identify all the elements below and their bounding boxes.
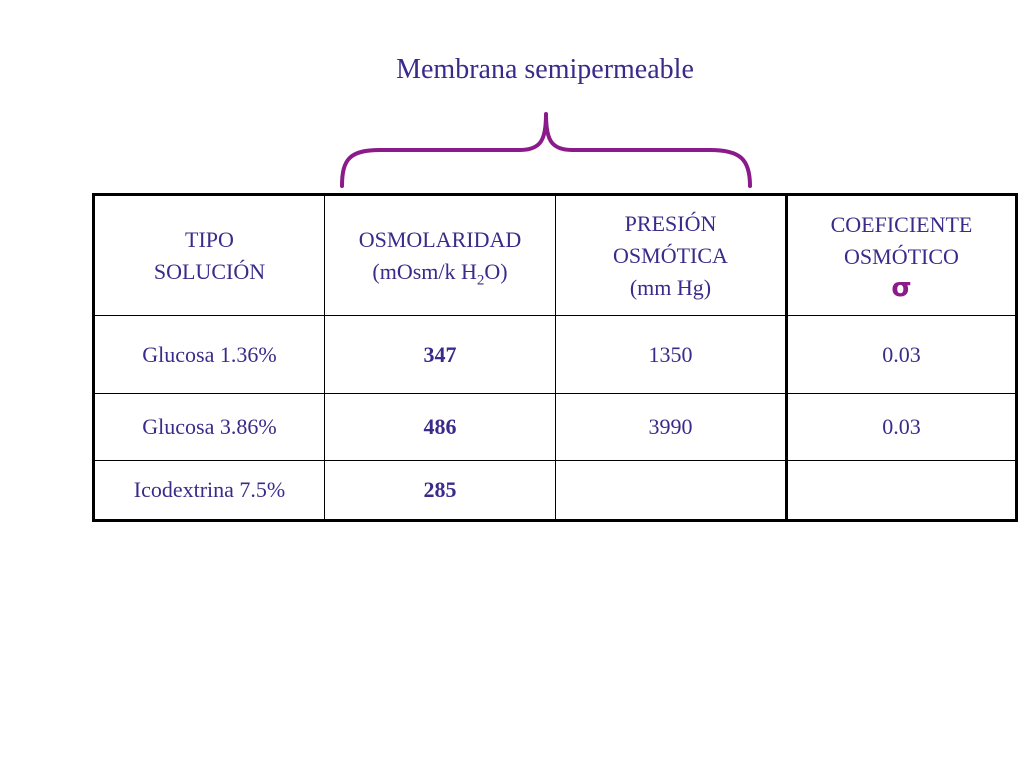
table-header-row	[94, 195, 1017, 316]
cell-tipo: Glucosa 1.36%	[94, 316, 325, 394]
cell-coeficiente: 0.03	[787, 394, 1017, 461]
table-row	[94, 316, 1017, 394]
table-row	[94, 461, 1017, 521]
cell-presion: 3990	[556, 394, 787, 461]
cell-osmolaridad: 486	[325, 394, 556, 461]
slide-title: Membrana semipermeable	[396, 54, 694, 85]
cell-presion: 1350	[556, 316, 787, 394]
sigma-symbol: σ	[891, 272, 912, 303]
cell-coeficiente	[787, 461, 1017, 521]
cell-tipo: Glucosa 3.86%	[94, 394, 325, 461]
table-row	[94, 394, 1017, 461]
cell-osmolaridad: 285	[325, 461, 556, 521]
cell-tipo: Icodextrina 7.5%	[94, 461, 325, 521]
header-presion: PRESIÓN OSMÓTICA (mm Hg)	[556, 195, 787, 316]
data-table-container	[92, 193, 1018, 522]
cell-presion	[556, 461, 787, 521]
header-osmolaridad: OSMOLARIDAD (mOsm/k $H_2O$)	[325, 195, 556, 316]
header-tipo: TIPO SOLUCIÓN	[94, 195, 325, 316]
brace-icon	[330, 104, 760, 194]
osmotic-table	[92, 193, 1018, 522]
header-coeficiente: COEFICIENTE OSMÓTICO σ	[787, 195, 1017, 316]
cell-coeficiente: 0.03	[787, 316, 1017, 394]
cell-osmolaridad: 347	[325, 316, 556, 394]
